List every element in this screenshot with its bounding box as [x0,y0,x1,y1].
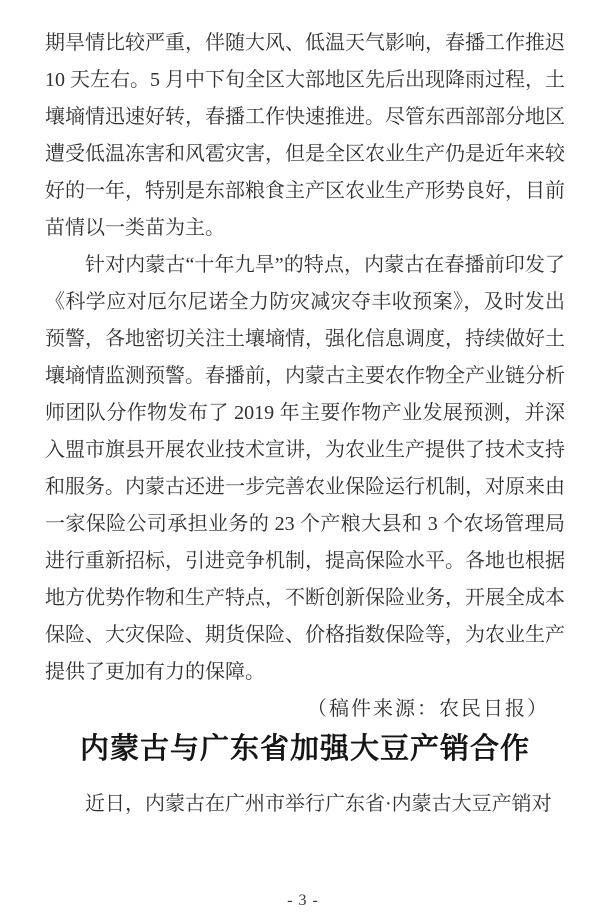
paragraph: 针对内蒙古“十年九旱”的特点，内蒙古在春播前印发了《科学应对厄尔尼诺全力防灾减灾夺丰收预案》，及时发出预警，各地密切关注土壤墒情，强化信息调度，持续做好土壤墒情监测预警。春播前，内蒙古主要农作物全产业链分析师团队分作物发布了 2019 年主要作物产业发展预测，并深入盟市旗县开展农业技术宣讲，为农业生产提供了技术支持和服务。内蒙古还进一步完善农业保险运行机制，对原来由一家保险公司承担业务的 23 个产粮大县和 3 个农场管理局进行重新招标，引进竞争机制，提高保险水平。各地也根据地方优势作物和生产特点，不断创新保险业务，开展全成本保险、大灾保险、期货保险、价格指数保险等，为农业生产提供了更加有力的保障。 [45,254,565,683]
article-title: 内蒙古与广东省加强大豆产销合作 [79,733,530,765]
paragraph: 近日，内蒙古在广州市举行广东省·内蒙古大豆产销对 [85,793,552,815]
source-attribution: （稿件来源：农民日报） [307,698,549,720]
page-number: - 3 - [287,892,319,909]
paragraph-continuation: 期旱情比较严重，伴随大风、低温天气影响，春播工作推迟 10 天左右。5 月中下旬全区大部地区先后出现降雨过程，土壤墒情迅速好转，春播工作快速推进。尽管东西部部分地区遭受低温冻害和风雹灾害，但是全区农业生产仍是近年来较好的一年，特别是东部粮食主产区农业生产形势良好，目前苗情以一类苗为主。 [45,32,565,239]
